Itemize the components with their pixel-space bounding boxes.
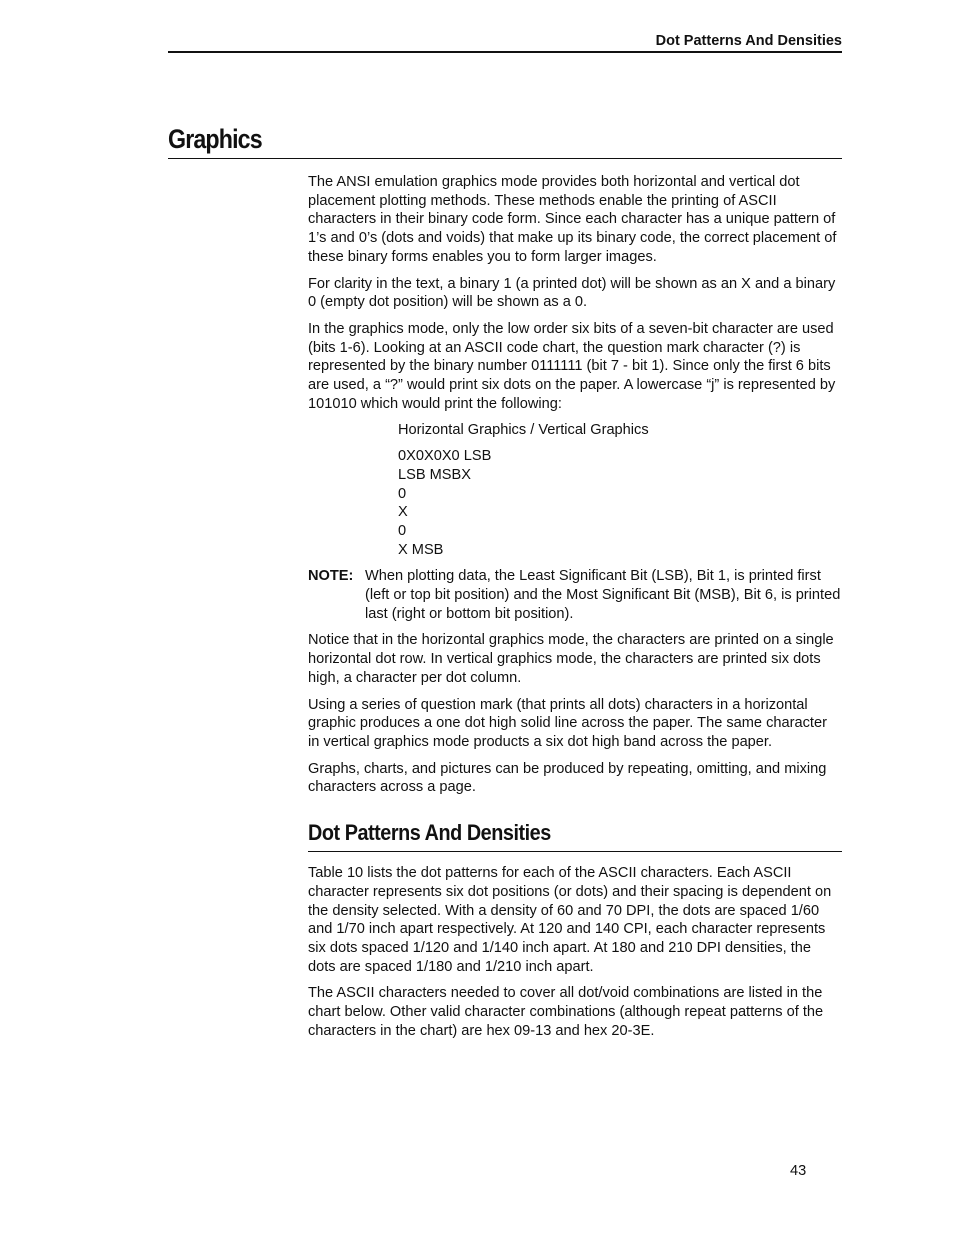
body-column: [308, 173, 842, 1048]
section-title-text: Graphics: [168, 124, 262, 154]
example-line: 0: [398, 522, 407, 539]
paragraph: For clarity in the text, a binary 1 (a printed dot) will be shown as an X and a binary 0 (empty dot position) will be shown as a 0.: [308, 275, 836, 311]
subsection-title: [308, 819, 842, 852]
paragraph: Notice that in the horizontal graphics mode, the characters are printed on a single horizontal dot row. In vertical graphics mode, the characters are printed six dots high, a character per dot column.: [308, 632, 834, 686]
paragraph: The ANSI emulation graphics mode provides both horizontal and vertical dot placement plotting methods. These methods enable the printing of ASCII characters in their binary code form. Since each character has a unique pattern of 1’s and 0’s (dots and voids) that make up its binary code, the correct placement of these binary forms enables you to form larger images.: [308, 174, 837, 265]
example-caption: Horizontal Graphics / Vertical Graphics: [398, 422, 649, 439]
page-number: 43: [790, 1163, 807, 1179]
example-line: 0: [398, 485, 407, 502]
paragraph: In the graphics mode, only the low order six bits of a seven-bit character are used (bits 1-6). Looking at an ASCII code chart, the question mark character (?) is represented by the binary number 0111111 (bit 7 - bit 1). Since only the first 6 bits are used, a “?” would print six dots on the paper. A lowercase “j” is represented by 101010 which would print the following:: [308, 320, 836, 412]
example-line: X MSB: [398, 541, 444, 558]
running-header: [168, 32, 842, 53]
note-label: NOTE:: [308, 568, 354, 585]
paragraph: Graphs, charts, and pictures can be produced by repeating, omitting, and mixing characters across a page.: [308, 760, 827, 796]
example-line: LSB MSBX: [398, 466, 471, 483]
paragraph: Table 10 lists the dot patterns for each of the ASCII characters. Each ASCII character represents six dot positions (or dots) and their spacing is dependent on the density selected. With a density of 60 and 70 DPI, the dots are spaced 1/60 and 1/70 inch apart respectively. At 120 and 140 CPI, each character represents six dots spaced 1/120 and 1/140 inch apart. At 180 and 210 DPI densities, the dots are spaced 1/180 and 1/210 inch apart.: [308, 865, 832, 975]
running-header-title: Dot Patterns And Densities: [655, 33, 842, 49]
note-text: When plotting data, the Least Significant Bit (LSB), Bit 1, is printed first (left or top bit position) and the Most Significant Bit (MSB), Bit 6, is printed last (right or bottom bit position).: [365, 568, 841, 622]
example-line: 0X0X0X0 LSB: [398, 448, 492, 465]
note-block: [308, 567, 842, 623]
section-title: [168, 120, 842, 159]
paragraph: Using a series of question mark (that prints all dots) characters in a horizontal graphic produces a one dot high solid line across the paper. The same character in vertical graphics mode products a six dot high band across the paper.: [308, 696, 827, 750]
subsection-title-text: Dot Patterns And Densities: [308, 820, 551, 846]
paragraph: The ASCII characters needed to cover all dot/void combinations are listed in the chart below. Other valid character combinations (although repeat patterns of the characters in the chart) are hex 09-13 and hex 20-3E.: [308, 985, 824, 1039]
graphics-example: [398, 421, 842, 559]
example-line: X: [398, 504, 408, 521]
